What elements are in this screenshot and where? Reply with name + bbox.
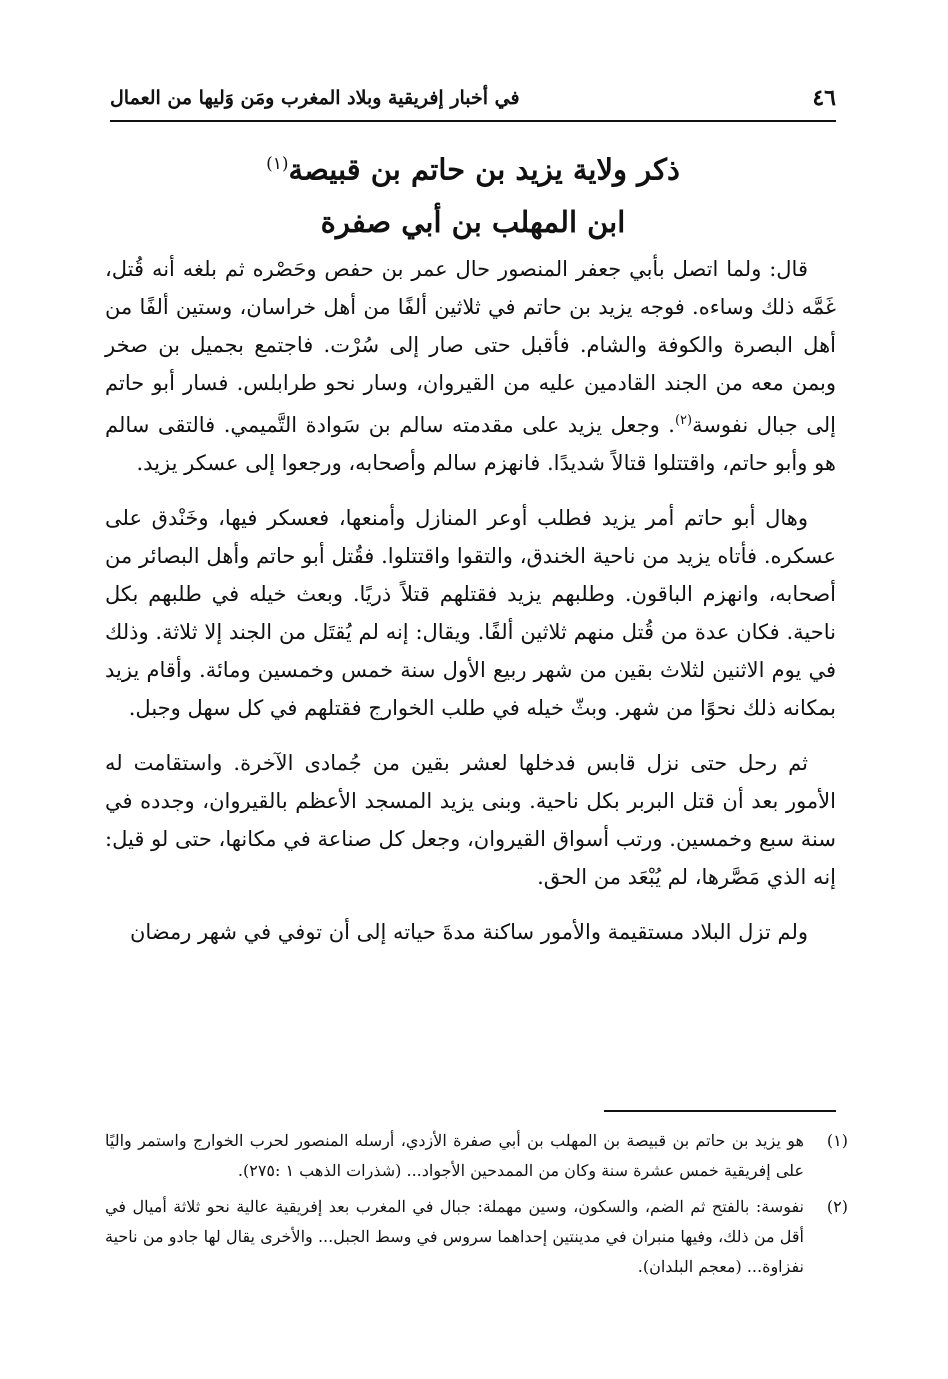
body-text — [105, 250, 836, 968]
chapter-title-footnote-ref: (١) — [266, 154, 289, 174]
chapter-title — [110, 138, 836, 248]
footnote-separator — [604, 1110, 836, 1112]
footnote-text: هو يزيد بن حاتم بن قبيصة بن المهلب بن أبي صفرة الأزدي، أرسله المنصور لحرب الخوارج واستمر واليًا على إفريقية خمس عشرة سنة وكان من الممدحين الأجواد... (شذرات الذهب ١ :٢٧٥). — [105, 1131, 804, 1180]
footnote-marker: (٢) — [826, 1197, 848, 1216]
paragraph: ولم تزل البلاد مستقيمة والأمور ساكنة مدةَ حياته إلى أن توفي في شهر رمضان — [129, 920, 808, 944]
chapter-title-text: ذكر ولاية يزيد بن حاتم بن قبيصة — [288, 152, 680, 187]
chapter-title-line-1 — [110, 138, 836, 196]
footnote — [105, 1126, 848, 1186]
footnote-marker: (١) — [826, 1131, 848, 1150]
paragraph: قال: ولما اتصل بأبي جعفر المنصور حال عمر بن حفص وحَصْره ثم بلغه أنه قُتل، غَمَّه ذلك وساءه. فوجه يزيد بن حاتم في ثلاثين ألفًا من أهل خراسان، وستين ألفًا من أهل البصرة والكوفة والشام. فأقبل حتى صار إلى سُرْت. فاجتمع بجميل بن صخر وبمن معه من الجند القادمين عليه من القيروان، وسار نحو طرابلس. فسار أبو حاتم إلى جبال نفوسة$^{(٢)}$. وجعل يزيد على مقدمته سالم بن سَوادة التَّميمي. فالتقى سالم هو وأبو حاتم، واقتتلوا قتالاً شديدًا. فانهزم سالم وأصحابه، ورجعوا إلى عسكر يزيد. — [105, 257, 837, 475]
paragraph: ثم رحل حتى نزل قابس فدخلها لعشر بقين من جُمادى الآخرة. واستقامت له الأمور بعد أن قتل البربر بكل ناحية. وبنى يزيد المسجد الأعظم بالقيروان، وجدده في سنة سبع وخمسين. ورتب أسواق القيروان، وجعل كل صناعة في مكانها، حتى لو قيل: إنه الذي مَصَّرها، لم يُبْعَد من الحق. — [105, 751, 836, 889]
chapter-title-line-2: ابن المهلب بن أبي صفرة — [320, 204, 626, 239]
page-number: ٤٦ — [812, 85, 836, 111]
running-header — [110, 76, 836, 122]
footnote-text: نفوسة: بالفتح ثم الضم، والسكون، وسين مهملة: جبال في المغرب بعد إفريقية عالية نحو ثلاثة أميال في أقل من ذلك، وفيها منبران في مدينتين إحداهما سروس في وسط الجبل... والأخرى يقال لها جادو من ناحية نفزاوة... (معجم البلدان). — [105, 1197, 805, 1276]
footnote-ref: (٢) — [674, 413, 693, 428]
paragraph: وهال أبو حاتم أمر يزيد فطلب أوعر المنازل وأمنعها، فعسكر فيها، وخَنْدق على عسكره. فأتاه يزيد من ناحية الخندق، والتقوا واقتتلوا. فقُتل أبو حاتم وأهل البصائر من أصحابه، وانهزم الباقون. وطلبهم يزيد فقتلهم قتلاً ذريًا. وبعث خيله في طلبهم بكل ناحية. فكان عدة من قُتل منهم ثلاثين ألفًا. ويقال: إنه لم يُقتَل من الجند إلا ثلاثة. وذلك في يوم الاثنين لثلاث بقين من شهر ربيع الأول سنة خمس وخمسين ومائة. وأقام يزيد بمكانه ذلك نحوًا من شهر. وبثّ خيله في طلب الخوارج فقتلهم في كل سهل وجبل. — [105, 506, 836, 720]
footnote — [105, 1192, 848, 1282]
footnotes — [105, 1126, 848, 1288]
running-title: في أخبار إفريقية وبلاد المغرب ومَن وَليها من العمال — [110, 87, 520, 109]
